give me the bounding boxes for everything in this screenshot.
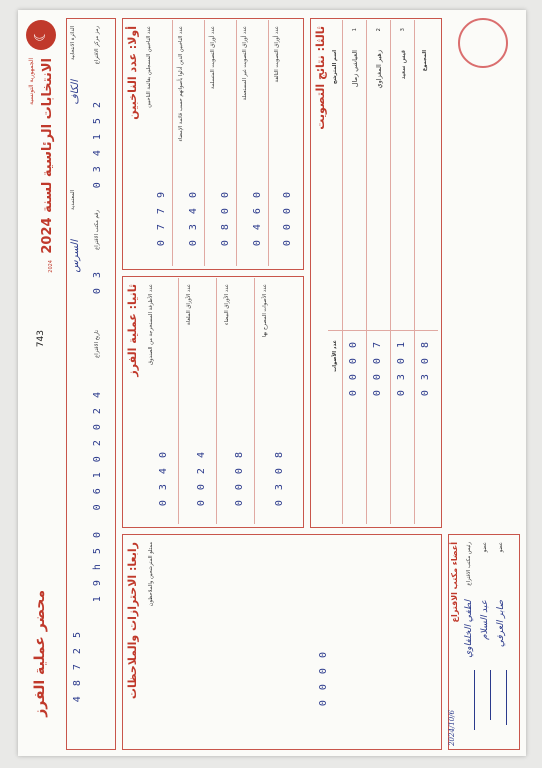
s1-row-value: 0 3 4 0 [188,190,199,247]
form-title: محضر عملية الفرز [32,590,48,717]
s1-row-value: 0 4 6 0 [252,190,263,247]
s2-row-label: عدد الأصوات المصرح بها [262,284,268,338]
time-value: 1 9 h 5 0 [92,530,103,603]
s2-row-label: عدد الأوراق البيضاء [224,284,230,325]
candidate-number: 2 [376,28,382,32]
divider [414,20,415,524]
s1-row-value: 0 7 7 9 [156,190,167,247]
candidate-votes: 0 0 0 7 [372,340,383,397]
header-votes: عدد الأصوات [332,340,338,372]
s1-row-label: عدد أوراق التصويت التالفة [274,26,280,83]
date-label: تاريخ الاقتراع [94,330,100,358]
header-candidate-name: اسم المترشح [332,50,338,85]
candidate-votes: 0 0 0 0 [348,340,359,397]
s2-row-label: عدد الأظرفة المستخرجة من الصندوق [148,284,154,365]
notes-value: 0 0 0 0 [318,650,329,707]
signature-stroke [506,670,507,725]
member2-name: صابر العرفي [496,600,506,648]
divider [178,278,179,524]
section1-title: أولا: عدد الناخبين [126,26,139,120]
candidate-name: زهير المغزاوي [375,50,383,89]
delegation-value: السرس [70,240,81,273]
candidate-votes: 0 3 0 1 [396,340,407,397]
region-value: الكاف [70,80,81,105]
total-label: المجموع [422,50,428,72]
s1-row-label: عدد الناخبين المسجلين بقائمة الناخبين [146,26,152,108]
s2-row-label: عدد الأوراق الملغاة [186,284,192,325]
official-stamp [458,18,508,68]
section2-title: ثانيا: عملية الفرز [126,284,139,377]
s2-row-value: 0 3 0 8 [274,450,285,507]
president-name: لطفي الخلفاوي [464,600,474,658]
s1-row-label: عدد أوراق التصويت المتسلمة [210,26,216,90]
form-number: 743 [36,330,46,348]
section3-title: ثالثا: نتائج التصويت [314,26,327,130]
center-code-value: 0 3 4 1 5 2 [92,100,103,189]
member1-label: عضو [482,542,488,553]
code-strip: 4 8 7 2 5 [72,630,83,703]
date-value: 0 6 1 0 2 0 2 4 [92,390,103,511]
divider [236,20,237,266]
candidate-number: 1 [352,28,358,32]
member2-label: عضو [498,542,504,553]
candidate-name: قيس سعيد [399,50,407,80]
divider [342,20,343,524]
section3-box [310,18,442,528]
divider [254,278,255,524]
observers-label: ممثلو المترشحين والملاحظون [148,542,154,607]
s2-row-value: 0 0 2 4 [196,450,207,507]
section4-box [122,534,442,750]
signatures-title: أعضاء مكتب الاقتراع [450,542,459,623]
s1-row-label: عدد الناخبين الذين أدلوا بأصواتهم حسب قائمة الإمضاء [178,26,184,142]
signature-stroke [474,670,475,730]
center-code-label: رمز مركز الاقتراع [94,26,100,65]
office-label: رقم مكتب الاقتراع [94,210,100,250]
election-title: الانتخابات الرئاسية لسنة 2024 [40,58,55,254]
s1-row-value: 0 8 0 0 [220,190,231,247]
s2-row-value: 0 0 0 8 [234,450,245,507]
republic-emblem-icon [26,20,56,50]
divider [216,278,217,524]
votes-column-divider [328,330,438,331]
divider [204,20,205,266]
country-name: الجمهورية التونسية [28,58,35,105]
s1-row-value: 0 0 0 0 [282,190,293,247]
small-logo-year: 2024 [48,260,54,273]
divider [172,20,173,266]
total-value: 0 3 0 8 [420,340,431,397]
president-label: رئيس مكتب الاقتراع [466,542,472,586]
s2-row-value: 0 3 4 0 [158,450,169,507]
divider [268,20,269,266]
delegation-label: المعتمدية [70,190,76,211]
office-number: 0 3 [92,270,103,295]
handwritten-date: 2024/10/6 [448,710,456,746]
candidate-name: العياشي زمال [351,50,359,88]
member1-name: عبد السلام [480,600,490,640]
document-sheet [18,10,526,756]
divider [390,20,391,524]
region-label: الدائرة الانتخابية [70,26,76,60]
section4-title: رابعا: الاحترازات والملاحظات [126,542,139,700]
signature-stroke [490,670,491,720]
rotated-form [18,10,526,756]
divider [366,20,367,524]
s1-row-label: عدد أوراق التصويت غير المستعملة [242,26,248,101]
candidate-number: 3 [400,28,406,32]
